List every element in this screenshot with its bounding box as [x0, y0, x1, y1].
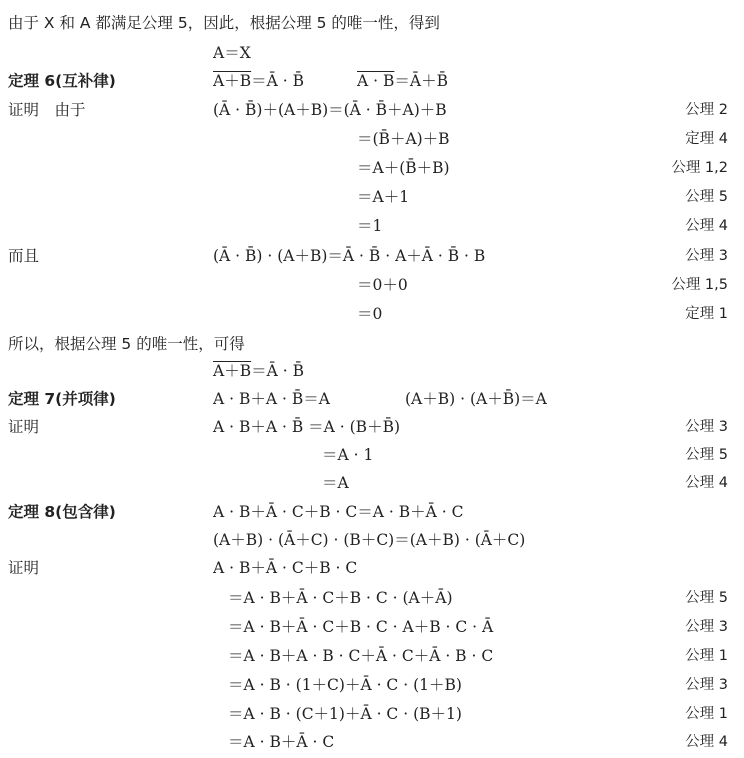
proof-6-step [0, 126, 744, 152]
proof-8-first: A · B＋Ā · C＋B · C [213, 559, 358, 577]
proof-8-ref: 公理 5 [685, 590, 728, 606]
theorem-8-line [0, 499, 744, 525]
theorem-7-line [0, 386, 744, 412]
proof-8-first-line [0, 555, 744, 581]
ax-eq-line [0, 40, 744, 66]
proof-6-ref: 公理 5 [685, 189, 728, 205]
ax-eq: A＝X [213, 44, 251, 62]
proof-6-expr: ＝1 [357, 217, 383, 235]
and-6-step [0, 272, 744, 298]
theorem-6-label: 定理 6(互补律) [8, 72, 116, 90]
proof-8-step [0, 701, 744, 727]
conclusion-text: 所以，根据公理 5 的唯一性，可得 [8, 335, 245, 353]
proof-6-ref: 公理 2 [685, 102, 728, 118]
proof-7-ref: 公理 4 [685, 475, 728, 491]
proof-8-step [0, 614, 744, 640]
and-6-step [0, 301, 744, 327]
and-6-step [0, 243, 744, 269]
proof-6-expr: ＝A＋1 [357, 188, 410, 206]
theorem-7-label: 定理 7(并项律) [8, 390, 116, 408]
theorem-8-line-2 [0, 527, 744, 553]
proof-6-ref: 公理 4 [685, 218, 728, 234]
proof-6-ref: 定理 4 [685, 131, 728, 147]
proof-8-step [0, 672, 744, 698]
and-6-expr: ＝0＋0 [357, 276, 408, 294]
and-6-ref: 公理 3 [685, 248, 728, 264]
theorem-7-formula-2: (A＋B) · (A＋B̄)＝A [405, 390, 547, 408]
proof-7-step [0, 414, 744, 440]
proof-7-step [0, 470, 744, 496]
conclusion-line [0, 331, 744, 357]
proof-8-expr: ＝A · B＋A · B · C＋Ā · C＋Ā · B · C [228, 647, 494, 665]
proof-8-expr: ＝A · B＋Ā · C＋B · C · (A＋Ā) [228, 589, 453, 607]
theorem-7-formula-1: A · B＋A · B̄＝A [213, 390, 330, 408]
proof-8-ref: 公理 4 [685, 734, 728, 750]
intro-line [0, 10, 744, 36]
proof-8-step [0, 585, 744, 611]
proof-8-step [0, 643, 744, 669]
theorem-6-formula-2: A · B＝Ā＋B̄ [357, 72, 448, 90]
theorem-8-formula-1: A · B＋Ā · C＋B · C＝A · B＋Ā · C [213, 503, 464, 521]
theorem-8-formula-2: (A＋B) · (Ā＋C) · (B＋C)＝(A＋B) · (Ā＋C) [213, 531, 526, 549]
proof-7-expr: A · B＋A · B̄ ＝A · (B＋B̄) [213, 418, 401, 436]
proof-7-ref: 公理 3 [685, 419, 728, 435]
theorem-6-formula-1: A＋B＝Ā · B̄ [213, 72, 304, 90]
theorem-8-label: 定理 8(包含律) [8, 503, 116, 521]
proof-8-ref: 公理 3 [685, 677, 728, 693]
and-6-ref: 公理 1,5 [671, 277, 728, 293]
and-6-label: 而且 [8, 247, 40, 265]
proof-8-label: 证明 [8, 559, 40, 577]
proof-8-expr: ＝A · B＋Ā · C [228, 733, 335, 751]
proof-6-step [0, 155, 744, 181]
conclusion-formula: A＋B＝Ā · B̄ [213, 362, 304, 380]
proof-6-label: 证明 由于 [8, 101, 86, 119]
proof-7-expr: ＝A [322, 474, 349, 492]
proof-7-expr: ＝A · 1 [322, 446, 374, 464]
proof-8-ref: 公理 1 [685, 648, 728, 664]
proof-8-expr: ＝A · B＋Ā · C＋B · C · A＋B · C · Ā [228, 618, 494, 636]
proof-6-expr: ＝A＋(B̄＋B) [357, 159, 450, 177]
and-6-ref: 定理 1 [685, 306, 728, 322]
proof-6-expr: (Ā · B̄)＋(A＋B)＝(Ā · B̄＋A)＋B [213, 101, 447, 119]
theorem-6-line [0, 68, 744, 94]
proof-6-step [0, 184, 744, 210]
proof-8-step [0, 729, 744, 755]
intro-text: 由于 X 和 A 都满足公理 5，因此，根据公理 5 的唯一性，得到 [8, 14, 440, 32]
proof-8-expr: ＝A · B · (1＋C)＋Ā · C · (1＋B) [228, 676, 462, 694]
and-6-expr: ＝0 [357, 305, 383, 323]
proof-6-ref: 公理 1,2 [671, 160, 728, 176]
proof-7-label: 证明 [8, 418, 40, 436]
proof-6-expr: ＝(B̄＋A)＋B [357, 130, 450, 148]
proof-6-step [0, 97, 744, 123]
proof-7-step [0, 442, 744, 468]
conclusion-formula-line [0, 358, 744, 384]
proof-8-ref: 公理 1 [685, 706, 728, 722]
proof-8-expr: ＝A · B · (C＋1)＋Ā · C · (B＋1) [228, 705, 462, 723]
proof-7-ref: 公理 5 [685, 447, 728, 463]
proof-8-ref: 公理 3 [685, 619, 728, 635]
and-6-expr: (Ā · B̄) · (A＋B)＝Ā · B̄ · A＋Ā · B̄ · B [213, 247, 486, 265]
proof-6-step [0, 213, 744, 239]
